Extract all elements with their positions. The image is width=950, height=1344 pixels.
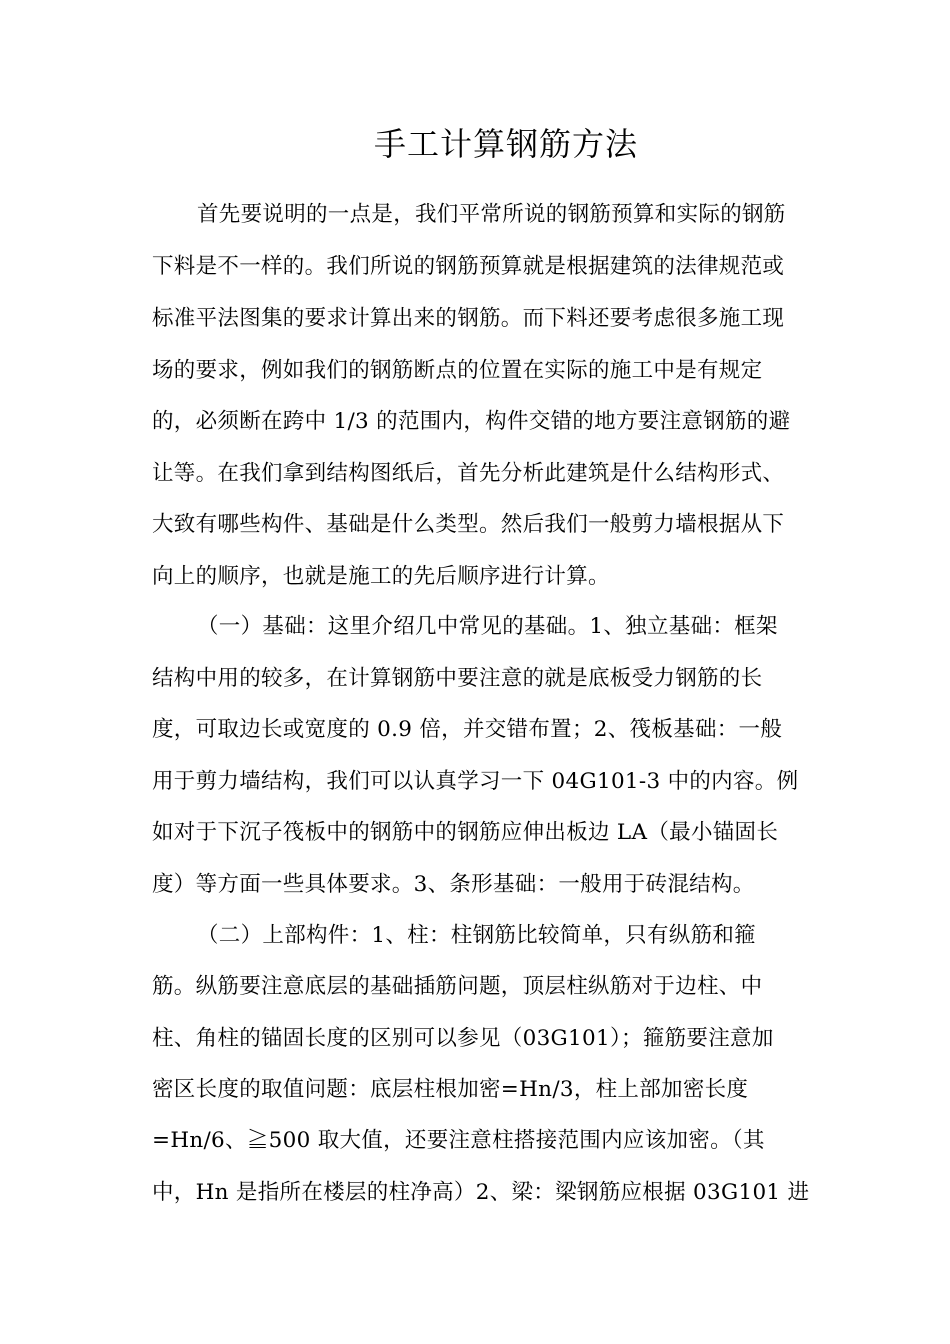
paragraph-line: 结构中用的较多，在计算钢筋中要注意的就是底板受力钢筋的长 xyxy=(152,666,763,691)
paragraph-line: 用于剪力墙结构，我们可以认真学习一下 04G101-3 中的内容。例 xyxy=(152,769,799,794)
paragraph-line: 让等。在我们拿到结构图纸后，首先分析此建筑是什么结构形式、 xyxy=(152,461,785,486)
paragraph-line: 首先要说明的一点是，我们平常所说的钢筋预算和实际的钢筋 xyxy=(197,202,786,227)
paragraph-line: 大致有哪些构件、基础是什么类型。然后我们一般剪力墙根据从下 xyxy=(152,512,785,537)
paragraph-line: （一）基础：这里介绍几中常见的基础。1、独立基础：框架 xyxy=(197,614,778,639)
paragraph-line: 如对于下沉子筏板中的钢筋中的钢筋应伸出板边 LA（最小锚固长 xyxy=(152,820,779,845)
paragraph-line: 的，必须断在跨中 1/3 的范围内，构件交错的地方要注意钢筋的避 xyxy=(152,409,791,434)
document-title: 手工计算钢筋方法 xyxy=(373,125,638,163)
paragraph-line: 度）等方面一些具体要求。3、条形基础：一般用于砖混结构。 xyxy=(152,872,755,897)
paragraph-line: （二）上部构件：1、柱：柱钢筋比较简单，只有纵筋和箍 xyxy=(197,923,756,948)
paragraph-line: 下料是不一样的。我们所说的钢筋预算就是根据建筑的法律规范或 xyxy=(152,254,785,279)
paragraph-line: 中，Hn 是指所在楼层的柱净高）2、梁：梁钢筋应根据 03G101 进 xyxy=(152,1180,810,1205)
paragraph-line: 场的要求，例如我们的钢筋断点的位置在实际的施工中是有规定 xyxy=(152,358,763,383)
paragraph-line: 向上的顺序，也就是施工的先后顺序进行计算。 xyxy=(152,564,610,589)
paragraph-line: 标准平法图集的要求计算出来的钢筋。而下料还要考虑很多施工现 xyxy=(152,306,785,331)
paragraph-line: 度，可取边长或宽度的 0.9 倍，并交错布置；2、筏板基础：一般 xyxy=(152,717,783,742)
paragraph-line: 柱、角柱的锚固长度的区别可以参见（03G101）；箍筋要注意加 xyxy=(152,1026,774,1051)
paragraph-line: 筋。纵筋要注意底层的基础插筋问题，顶层柱纵筋对于边柱、中 xyxy=(152,974,763,999)
paragraph-line: =Hn/6、≧500 取大值，还要注意柱搭接范围内应该加密。（其 xyxy=(152,1128,765,1153)
paragraph-line: 密区长度的取值问题：底层柱根加密=Hn/3，柱上部加密长度 xyxy=(152,1077,749,1102)
